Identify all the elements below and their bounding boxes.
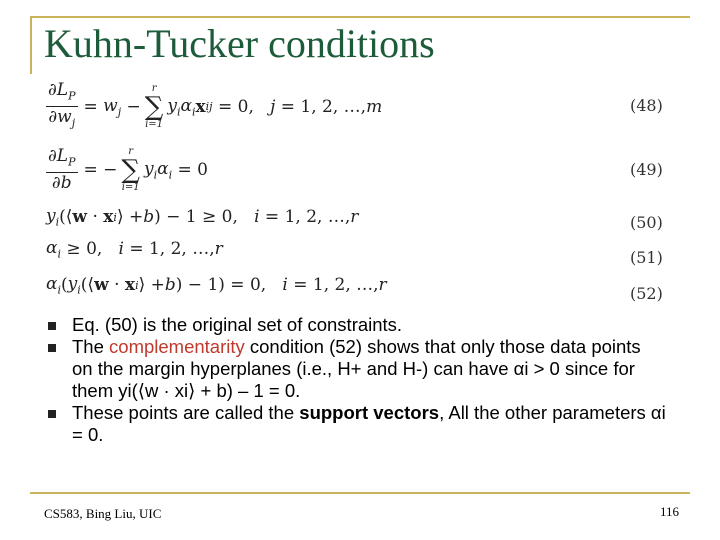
bullet-item [46,336,666,402]
equation-50: $y_i$ (⟨ w · x i ⟩ + b ) − 1 ≥ 0, i = 1, 2, …, r [46,206,359,229]
frame-left-line [30,16,32,74]
equation-48: $\frac{\partial L_P}{\partial w_j}$ = $w_j$ − r ∑ i=1 $y_i\alpha_i$ x ij = 0, j = 1, 2, …, m [48,80,383,130]
footer-page-number: 116 [660,504,680,519]
square-bullet-icon [48,322,56,330]
equation-number-51: (51) [630,248,663,267]
equation-number-48: (48) [630,96,663,115]
square-bullet-icon [48,410,56,418]
equation-49: $\frac{\partial L_P}{\partial b}$ = − r ∑ i=1 $y_i\alpha_i$ = 0 [48,145,208,194]
bullet-item [46,402,666,446]
equation-number-50: (50) [630,213,663,232]
bullet-text-suffix: condition (52) shows that only those data points on the margin hyperplanes (i.e., H+ and H-) can have αi > 0 since for them yi(⟨w · xi⟩ + b) – 1 = 0. [72,336,641,401]
equation-52: $\alpha_i$ ( $y_i$ (⟨ w · x i ⟩ + b ) − 1) = 0, i = 1, 2, …, r [46,274,387,297]
bullet-text-prefix: These points are called the [72,402,300,423]
equation-number-49: (49) [630,160,663,179]
bullet-text-suffix: , All the other parameters αi = 0. [72,402,666,445]
equation-number-52: (52) [630,284,663,303]
slide-title: Kuhn-Tucker conditions [44,21,435,66]
frame-top-line [30,16,690,18]
footer-course-label: CS583, Bing Liu, UIC [44,506,162,521]
square-bullet-icon [48,344,56,352]
bullet-text-prefix: The [72,336,110,357]
frame-bottom-line [30,492,690,494]
bullet-list [46,314,666,446]
bullet-text: Eq. (50) is the original set of constraints. [72,314,403,335]
highlighted-term: complementarity [109,336,245,357]
bullet-item [46,314,666,336]
equation-51: $\alpha_i$ ≥ 0, i = 1, 2, …, r [46,238,223,261]
bold-term: support vectors [299,402,440,423]
